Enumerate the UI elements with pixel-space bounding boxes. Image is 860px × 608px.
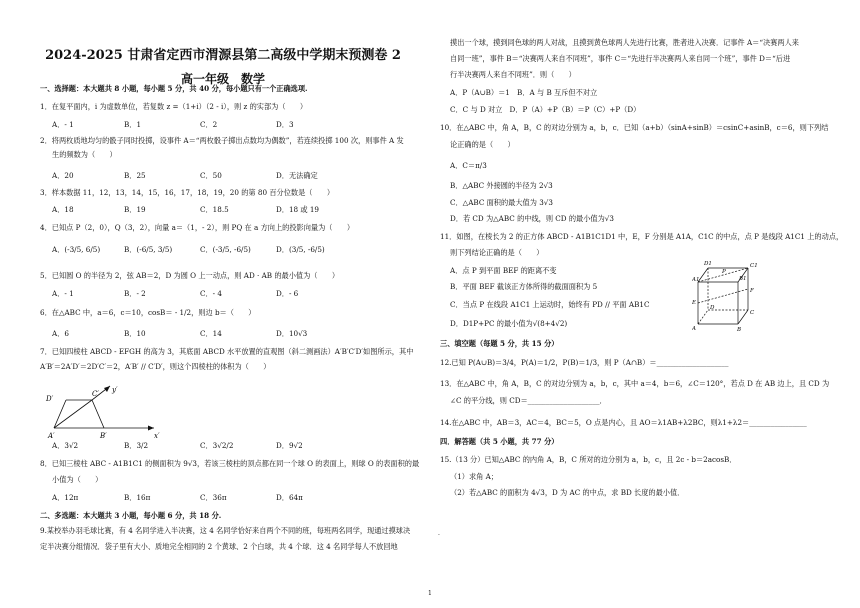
question-text: 14.在△ABC 中，AB＝3，AC＝4，BC＝5，O 点是内心，且 AO＝λ1AB+λ2BC，则λ1+λ2＝________________ (440, 418, 807, 427)
option-a: A．3√2 (52, 441, 79, 450)
option-c: C．(-3/5, -6/5) (200, 245, 251, 254)
page-subtitle: 高一年级 数学 (180, 72, 265, 86)
svg-text:C1: C1 (750, 263, 758, 269)
question-text: 论正确的是（ ） (450, 140, 515, 149)
question-text: 10．在△ABC 中，角 A，B，C 的对边分别为 a，b，c．已知（a+b）（sinA+sinB）＝csinC+asinB，c＝6，则下列结 (440, 123, 829, 132)
option-a: A．- 1 (52, 120, 74, 129)
svg-text:B1: B1 (739, 276, 747, 282)
question-text: 9.某校举办羽毛球比赛，有 4 名同学进入半决赛，这 4 名同学恰好来自两个不同的班，每班两名同学，现通过摸球决 (40, 526, 411, 535)
option-b: B．(-6/5, 3/5) (124, 245, 173, 254)
option-c: C．18.5 (200, 205, 229, 214)
option-d: D．64π (276, 493, 303, 502)
question-text: D．D1P+PC 的最小值为√(8+4√2) (450, 319, 568, 328)
fig7-label: D′ (46, 395, 54, 403)
page-title: 2024-2025 甘肃省定西市渭源县第二高级中学期末预测卷 2 (45, 48, 401, 63)
section-heading: 二、多选题：本大题共 3 小题，每小题 6 分，共 18 分. (40, 511, 222, 520)
option-b: B．10 (124, 329, 146, 338)
question-text: C．△ABC 面积的最大值为 3√3 (450, 198, 553, 207)
svg-text:E: E (692, 300, 697, 306)
option-c: C．36π (200, 493, 227, 502)
question-text: 2．将两枚质地均匀的骰子同时投掷，设事件 A＝“两枚骰子掷出点数均为偶数”，若连续投掷 100 次，则事件 A 发 (40, 136, 404, 145)
question-text: 15.（13 分）已知△ABC 的内角 A，B，C 所对的边分别为 a，b，c，且 2c - b＝2acosB． (440, 455, 737, 464)
option-d: D．无法确定 (276, 171, 318, 180)
option-c: C．50 (200, 171, 222, 180)
question-text: 6．在△ABC 中，a＝6，c＝10，cosB＝ - 1/2，则边 b＝（ ） (40, 308, 256, 317)
question-text: 行半决赛两人来自不同班”．则（ ） (450, 70, 576, 79)
option-c: C．2 (200, 120, 218, 129)
option-d: D．10√3 (276, 329, 308, 338)
question-text: 1．在复平面内，i 为虚数单位，若复数 z =（1+i）（2 - i），则 z 的实部为（ ） (40, 102, 308, 111)
question-text: 5．已知圆 O 的半径为 2，弦 AB＝2，D 为圆 O 上一动点，则 AD · AB 的最小值为（ ） (40, 271, 340, 280)
option-d: D．3 (276, 120, 294, 129)
question-text: 3．样本数据 11，12，13，14，15，16，17，18，19，20 的第 80 百分位数是（ ） (40, 188, 335, 197)
option-a: A．(-3/5, 6/5) (52, 245, 101, 254)
option-b: B．3/2 (124, 441, 149, 450)
fig7-label: B′ (100, 432, 107, 440)
question-text: B．平面 BEF 截该正方体所得的截面面积为 5 (450, 282, 598, 291)
option-b: B．19 (124, 205, 146, 214)
fig7-cb-edge (92, 400, 104, 428)
question-text: （2）若△ABC 的面积为 4√3，D 为 AC 的中点，求 BD 长度的最小值． (450, 488, 685, 497)
option-c: C．3√2/2 (200, 441, 234, 450)
question-text: C．当点 P 在线段 A1C1 上运动时，始终有 PD // 平面 AB1C (450, 300, 650, 309)
svg-text:B: B (737, 327, 742, 333)
option-c: C．- 4 (200, 289, 222, 298)
question-text: 生的频数为（ ） (52, 150, 117, 159)
svg-text:D1: D1 (704, 261, 712, 267)
question-text: 12.已知 P(A∪B)＝3/4，P(A)＝1/2，P(B)＝1/3，则 P（A∩B）＝____________________ (440, 358, 729, 367)
option-d: D．9√2 (276, 441, 303, 450)
question-text: 8．已知三棱柱 ABC - A1B1C1 的侧面积为 9√3，若该三棱柱的顶点都在同一个球 O 的表面上，则球 O 的表面积的最 (40, 459, 420, 468)
fig7-label: C′ (92, 390, 99, 398)
option-b: B．25 (124, 171, 146, 180)
fig7-y-arrow (104, 386, 110, 392)
option-b: B．- 2 (124, 289, 146, 298)
question-text: ∠C 的平分线，则 CD＝____________________． (450, 396, 607, 405)
fig7-label: x′ (154, 432, 160, 440)
option-d: D．(3/5, -6/5) (276, 245, 325, 254)
question-text: D．若 CD 为△ABC 的中线，则 CD 的最小值为√3 (450, 214, 614, 223)
question-text: 摸出一个球，摸到同色球的两人对战，且摸到黄色球两人先进行比赛，胜者进入决赛．记事件 A＝“决赛两人来 (450, 38, 799, 47)
page-number: 1 (428, 590, 432, 597)
fig7-label: A′ (48, 432, 55, 440)
question-text: 4．已知点 P（2，0），Q（3，2），向量 a＝（1，- 2），则 PQ 在 a 方向上的投影向量为（ ） (40, 223, 355, 232)
option-a: A．18 (52, 205, 74, 214)
stray-dot: . (438, 530, 440, 537)
section-heading: 一、选择题：本大题共 8 小题，每小题 5 分，共 40 分，每小题只有一个正确选项. (40, 84, 308, 93)
option-d: D．18 或 19 (276, 205, 319, 214)
figure-11-cube (692, 256, 772, 336)
option-a: A．6 (52, 329, 69, 338)
svg-text:A: A (692, 326, 696, 332)
question-text: C．C 与 D 对立 D．P（A）+P（B）＝P（C）+P（D） (450, 105, 641, 114)
option-a: A．20 (52, 171, 74, 180)
fig7-label: y′ (112, 386, 118, 394)
question-text: 13．在△ABC 中，角 A，B，C 的对边分别为 a，b，c，其中 a＝4，b＝6，∠C＝120°，若点 D 在 AB 边上，且 CD 为 (440, 379, 830, 388)
svg-text:P: P (722, 269, 726, 275)
question-text: 则下列结论正确的是（ ） (450, 248, 544, 257)
svg-text:F: F (750, 288, 754, 294)
figure-7-diagram (44, 384, 164, 444)
question-text: 小值为（ ） (52, 475, 103, 484)
question-text: （1）求角 A； (450, 472, 498, 481)
section-heading: 四．解答题（共 5 小题，共 77 分） (440, 437, 559, 446)
question-text: 11．如图，在棱长为 2 的正方体 ABCD - A1B1C1D1 中，E，F 分别是 A1A，C1C 的中点，点 P 是线段 A1C1 上的动点， (440, 232, 844, 241)
option-c: C．14 (200, 329, 222, 338)
option-b: B．16π (124, 493, 151, 502)
section-heading: 三、填空题（每题 5 分，共 15 分） (440, 339, 559, 348)
question-text: 7．已知四棱柱 ABCD - EFGH 的高为 3，其底面 ABCD 水平放置的直观图（斜二测画法）A′B′C′D′如图所示，其中 (40, 347, 414, 356)
question-text: B．△ABC 外接圆的半径为 2√3 (450, 181, 553, 190)
question-text: 定半决赛分组情况．袋子里有大小、质地完全相同的 2 个黄球、2 个白球，共 4 个球．这 4 名同学每人不放回地 (40, 542, 398, 551)
option-a: A．12π (52, 493, 79, 502)
fig7-x-arrow (148, 426, 154, 431)
question-text: A．点 P 到平面 BEF 的距离不变 (450, 266, 557, 275)
option-d: D．- 6 (276, 289, 299, 298)
svg-text:C: C (750, 310, 755, 316)
svg-text:A1: A1 (692, 277, 700, 283)
question-text: A．P（A∪B）＝1 B．A 与 B 互斥但不对立 (450, 88, 598, 97)
question-text: A．C＝π/3 (450, 161, 487, 170)
option-a: A．- 1 (52, 289, 74, 298)
question-text: 自同一班”，事件 B＝“决赛两人来自不同班”，事件 C＝“先进行半决赛两人来自同一个班”，事件 D＝“后进 (450, 54, 791, 63)
option-b: B．1 (124, 120, 142, 129)
question-text: A′B′＝2A′D′＝2D′C′＝2，A′B′ // C′D′，则这个四棱柱的体积为（ ） (40, 362, 271, 371)
svg-text:D: D (710, 305, 715, 311)
